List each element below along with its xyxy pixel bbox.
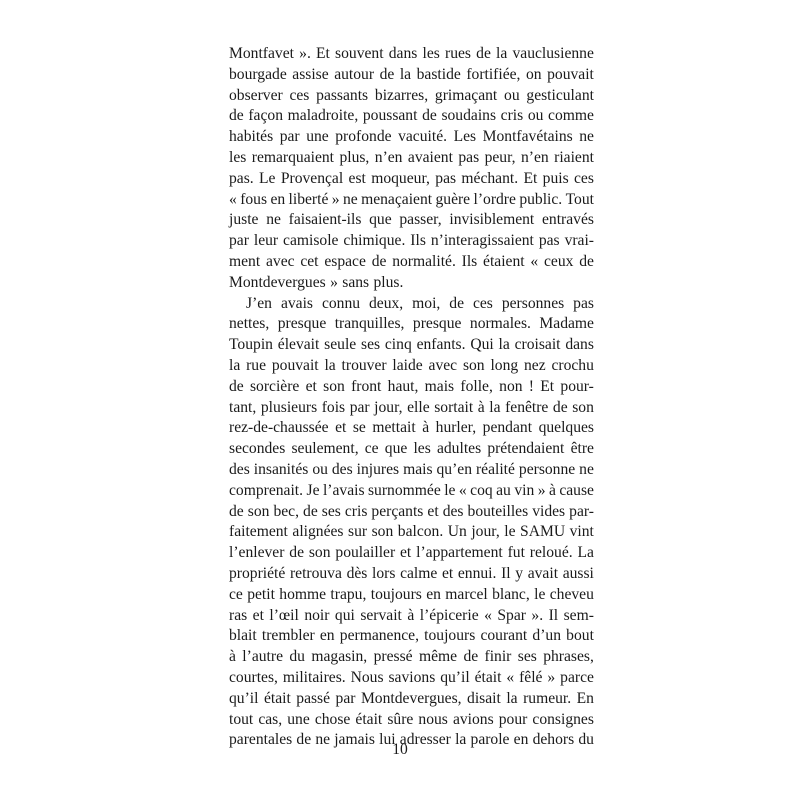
text-line: « fous en liberté » ne menaçaient guère l’ordre public. Tout (229, 190, 594, 208)
text-line: Toupin élevait seule ses cinq enfants. Qui la croisait dans (229, 336, 594, 354)
text-line: de sorcière et son front haut, mais folle, non ! Et pour- (229, 377, 594, 395)
text-line: Montdevergues » sans plus. (229, 273, 404, 291)
text-line: comprenait. Je l’avais surnommée le « coq au vin » à cause (229, 481, 594, 499)
text-line: J’en avais connu deux, moi, de ces personnes pas (246, 294, 594, 312)
text-line: nettes, presque tranquilles, presque normales. Madame (229, 315, 594, 333)
text-line: les remarquaient plus, n’en avaient pas peur, n’en riaient (229, 148, 594, 166)
text-line: à l’autre du magasin, pressé même de finir ses phrases, (229, 648, 594, 666)
text-line: rez-de-chaussée et se mettait à hurler, pendant quelques (229, 419, 594, 437)
text-line: blait trembler en permanence, toujours courant d’un bout (229, 627, 594, 645)
text-line: tout cas, une chose était sûre nous avions pour consignes (229, 710, 594, 728)
text-line: propriété retrouva dès lors calme et ennui. Il y avait aussi (229, 564, 594, 582)
text-line: par leur camisole chimique. Ils n’interagissaient pas vrai- (229, 232, 594, 250)
text-line: faitement alignées sur son balcon. Un jour, le SAMU vint (229, 523, 594, 541)
text-line: parentales de ne jamais lui adresser la parole en dehors du (229, 731, 594, 749)
text-line: ras et l’œil noir qui servait à l’épicerie « Spar ». Il sem- (229, 606, 594, 624)
text-line: des insanités ou des injures mais qu’en réalité personne ne (229, 460, 594, 478)
text-line: qu’il était passé par Montdevergues, disait la rumeur. En (229, 689, 594, 707)
text-line: secondes seulement, ce que les adultes prétendaient être (229, 440, 594, 458)
page-number: 10 (392, 741, 408, 758)
text-line: pas. Le Provençal est moqueur, pas méchant. Et puis ces (229, 169, 594, 187)
text-line: Montfavet ». Et souvent dans les rues de la vauclusienne (229, 45, 594, 62)
text-line: ce petit homme trapu, toujours en marcel blanc, le cheveu (229, 585, 594, 603)
text-line: ment avec cet espace de normalité. Ils étaient « ceux de (229, 252, 594, 270)
text-line: habités par une profonde vacuité. Les Montfavétains ne (229, 128, 594, 146)
text-line: courtes, militaires. Nous savions qu’il était « fêlé » parce (229, 668, 594, 686)
text-line: de façon maladroite, poussant de soudains cris ou comme (229, 107, 594, 125)
text-line: la rue pouvait la trouver laide avec son long nez crochu (229, 356, 594, 374)
text-line: de son bec, de ses cris perçants et des bouteilles vides par- (229, 502, 594, 520)
text-line: l’enlever de son poulailler et l’appartement fut reloué. La (229, 544, 594, 562)
text-line: tant, plusieurs fois par jour, elle sortait à la fenêtre de son (229, 398, 594, 416)
text-line: bourgade assise autour de la bastide fortifiée, on pouvait (229, 65, 594, 83)
body-text (229, 44, 594, 751)
text-line: juste ne faisaient-ils que passer, invisiblement entravés (229, 211, 594, 229)
text-line: observer ces passants bizarres, grimaçant ou gesticulant (229, 86, 594, 104)
